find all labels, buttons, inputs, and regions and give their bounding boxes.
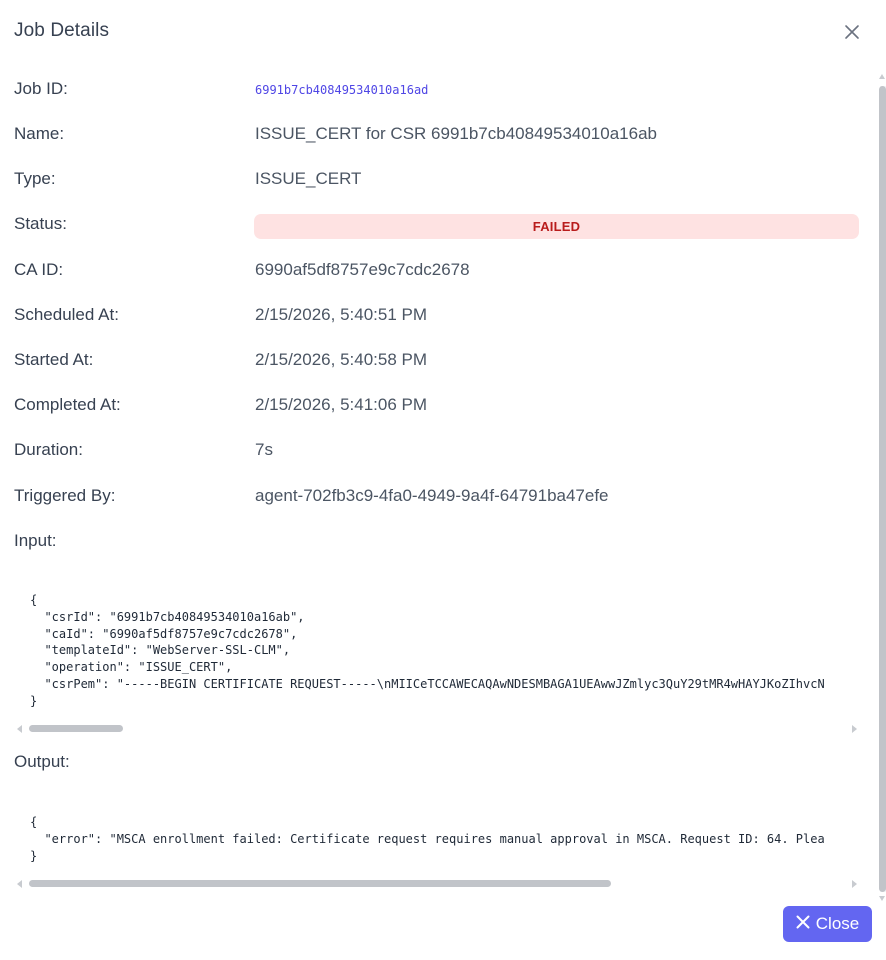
scheduled-at-value: 2/15/2026, 5:40:51 PM [255,305,428,324]
ca-id-value: 6990af5df8757e9c7cdc2678 [255,260,470,279]
type-value: ISSUE_CERT [255,169,362,188]
field-label: CA ID: [14,260,64,279]
field-ca-id [0,255,870,285]
scroll-left-arrow-icon[interactable] [17,725,22,733]
scrollbar-thumb[interactable] [879,86,886,892]
close-button-label: Close [815,914,860,933]
scroll-right-arrow-icon[interactable] [852,880,857,888]
started-at-value: 2/15/2026, 5:40:58 PM [255,350,428,369]
input-label: Input: [14,531,57,550]
field-label: Triggered By: [14,486,116,505]
field-label: Type: [14,169,56,188]
scrollbar-thumb[interactable] [29,880,611,887]
output-horizontal-scrollbar[interactable] [14,879,860,889]
close-icon [796,915,810,934]
name-value: ISSUE_CERT for CSR 6991b7cb40849534010a16ab [255,124,657,143]
output-json: { "error": "MSCA enrollment failed: Certificate request requires manual approval in MSCA. Request ID: 64. Plea } [30,815,825,863]
field-scheduled-at [0,300,870,330]
completed-at-value: 2/15/2026, 5:41:06 PM [255,395,428,414]
input-code-block[interactable] [14,592,866,712]
input-horizontal-scrollbar[interactable] [14,724,860,734]
scroll-left-arrow-icon[interactable] [17,880,22,888]
field-started-at [0,345,870,375]
dialog-title: Job Details [14,20,110,41]
duration-value: 7s [255,440,273,459]
status-badge-text: FAILED [532,219,581,234]
scrollbar-thumb[interactable] [29,725,123,732]
field-job-id [0,74,870,104]
field-label: Name: [14,124,65,143]
dialog-header [0,0,886,64]
field-name [0,119,870,149]
field-label: Job ID: [14,79,68,98]
job-id-value[interactable]: 6991b7cb40849534010a16ad [255,83,429,97]
field-completed-at [0,390,870,420]
output-code-block[interactable] [14,814,866,868]
field-triggered-by [0,481,870,511]
field-label: Started At: [14,350,94,369]
status-badge [254,214,859,239]
output-label: Output: [14,752,70,771]
field-label: Status: [14,214,67,233]
dialog-body [0,64,880,902]
field-label: Scheduled At: [14,305,119,324]
field-duration [0,435,870,465]
scroll-right-arrow-icon[interactable] [852,725,857,733]
field-type [0,164,870,194]
field-label: Completed At: [14,395,121,414]
triggered-by-value: agent-702fb3c9-4fa0-4949-9a4f-64791ba47efe [255,486,609,505]
close-button[interactable] [783,906,872,942]
input-json: { "csrId": "6991b7cb40849534010a16ab", "caId": "6990af5df8757e9c7cdc2678", "templateId": "WebServer-SSL-CLM", "operation": "ISSUE_CERT", "csrPem": "-----BEGIN CERTIFICATE REQUEST-----\nMIICeTCCAWECAQAwNDESMBAGA1UEAwwJZmlyc3QuY29tMR4wHAYJKoZIhvcN } [30,593,825,708]
field-label: Duration: [14,440,83,459]
close-icon[interactable] [838,18,866,46]
